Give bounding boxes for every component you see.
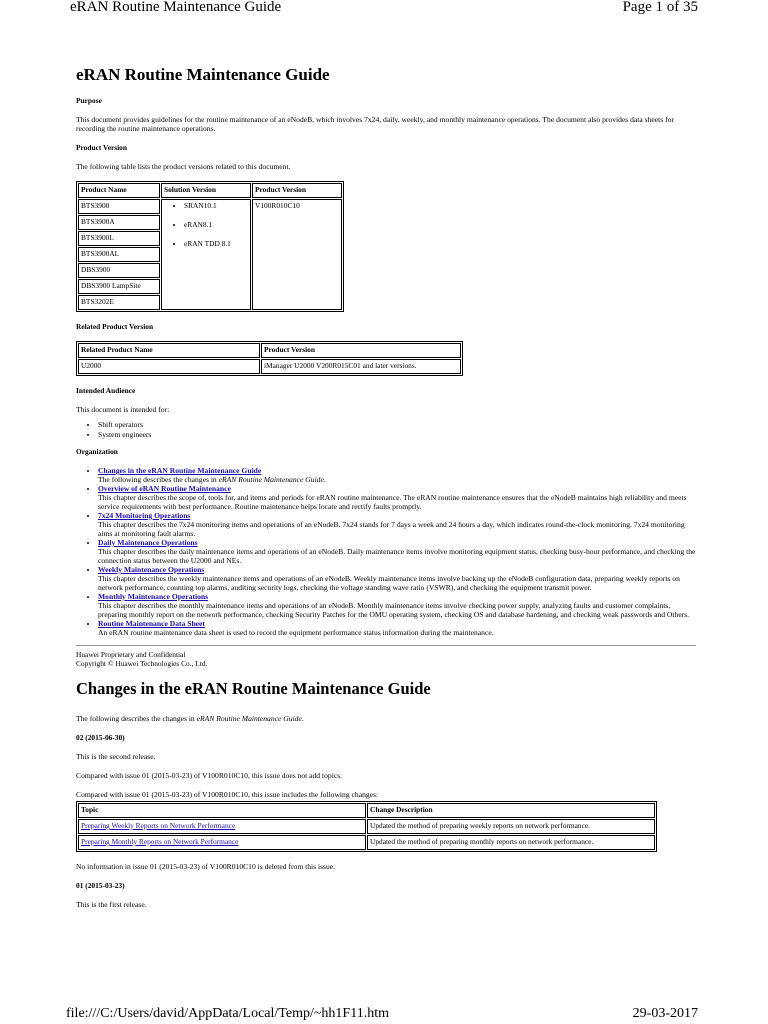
- table-cell: Updated the method of preparing weekly reports on network performance.: [367, 819, 655, 834]
- header-page-number: Page 1 of 35: [622, 0, 698, 15]
- table-header-cell: Topic: [78, 803, 366, 818]
- product-name-cell: BTS3900: [78, 199, 160, 214]
- table-cell: [78, 835, 366, 850]
- org-desc-em: eRAN Routine Maintenance Guide: [218, 475, 324, 484]
- org-link-monthly[interactable]: Monthly Maintenance Operations: [98, 592, 209, 601]
- organization-heading: Organization: [76, 447, 118, 456]
- org-desc: This chapter describes the weekly maintenance items and operations of an eNodeB. Weekly maintenance items involve backing up the eNodeB configuration data, preparing weekly reports on network performance, counting top alarms, auditing security logs, checking the voltage standing wave ratio (VSWR), and checking the equipment transmit power.: [98, 574, 680, 592]
- table-row: [78, 359, 461, 374]
- changes-title: Changes in the eRAN Routine Maintenance Guide: [76, 679, 431, 698]
- product-name-cell: BTS3202E: [78, 295, 160, 310]
- changes-intro-suffix: .: [301, 714, 304, 723]
- weekly-report-link[interactable]: Preparing Weekly Reports on Network Performance: [81, 821, 236, 830]
- org-desc: An eRAN routine maintenance data sheet is used to record the equipment performance status information during the maintenance.: [98, 628, 494, 637]
- legal-line: Copyright © Huawei Technologies Co., Ltd.: [76, 659, 208, 668]
- product-version-intro: The following table lists the product versions related to this document.: [76, 162, 291, 171]
- issue02-heading: 02 (2015-06-30): [76, 733, 125, 742]
- table-header-cell: Product Version: [252, 183, 342, 198]
- related-product-heading: Related Product Version: [76, 322, 154, 331]
- table-cell: iManager U2000 V200R015C01 and later versions.: [261, 359, 461, 374]
- list-item: [98, 538, 696, 565]
- table-cell: U2000: [78, 359, 260, 374]
- table-row: [78, 199, 342, 214]
- issue01-text: This is the first release.: [76, 900, 147, 909]
- list-item: [98, 592, 696, 619]
- product-version-heading: Product Version: [76, 143, 127, 152]
- product-version-table: [76, 181, 344, 312]
- org-link-7x24[interactable]: 7x24 Monitoring Operations: [98, 511, 191, 520]
- header-title: eRAN Routine Maintenance Guide: [70, 0, 282, 15]
- product-name-cell: BTS3900L: [78, 231, 160, 246]
- issue02-compare1: Compared with issue 01 (2015-03-23) of V100R010C10, this issue does not add topics.: [76, 771, 343, 780]
- audience-list: [76, 420, 696, 439]
- related-product-table: [76, 341, 463, 376]
- org-desc-prefix: The following describes the changes in: [98, 475, 219, 484]
- footer-date: 29-03-2017: [632, 1006, 698, 1021]
- org-desc: This chapter describes the monthly maintenance items and operations of an eNodeB. Monthly maintenance items involve checking power supply, analyzing faults and customer complaints, preparing monthly report on the network performance, checking Security Patches for the OMU operating system, checking OS and database hardening, and checking weak passwords and Others.: [98, 601, 690, 619]
- org-link-changes[interactable]: Changes in the eRAN Routine Maintenance Guide: [98, 466, 262, 475]
- org-link-overview[interactable]: Overview of eRAN Routine Maintenance: [98, 484, 231, 493]
- product-name-cell: DBS3900 LampSite: [78, 279, 160, 294]
- table-header-row: [78, 183, 342, 198]
- table-row: [78, 835, 655, 850]
- list-item: [98, 619, 696, 637]
- doc-title: eRAN Routine Maintenance Guide: [76, 65, 330, 84]
- purpose-text: This document provides guidelines for the routine maintenance of an eNodeB, which involves 7x24, daily, weekly, and monthly maintenance operations. The document also provides data sheets for recording the routine maintenance operations.: [76, 115, 674, 133]
- list-item: • Shift operators: [98, 420, 696, 429]
- document-body: [76, 64, 696, 919]
- changes-intro: [76, 714, 696, 723]
- issue02-compare2: Compared with issue 01 (2015-03-23) of V100R010C10, this issue includes the following changes:: [76, 790, 379, 799]
- issue01-heading: 01 (2015-03-23): [76, 881, 125, 890]
- purpose-heading: Purpose: [76, 96, 102, 105]
- footer-file-path: file:///C:/Users/david/AppData/Local/Temp/~hh1F11.htm: [66, 1006, 389, 1021]
- table-cell: [78, 819, 366, 834]
- table-cell: Updated the method of preparing monthly reports on network performance.: [367, 835, 655, 850]
- list-item: [98, 466, 696, 484]
- list-item: • System engineers: [98, 430, 696, 439]
- table-header-row: [78, 803, 655, 818]
- table-header-cell: Product Name: [78, 183, 160, 198]
- changes-intro-prefix: The following describes the changes in: [76, 714, 197, 723]
- solution-version-list: [164, 201, 248, 248]
- page-header: [0, 0, 768, 20]
- org-link-daily[interactable]: Daily Maintenance Operations: [98, 538, 198, 547]
- legal-line: Huawei Proprietary and Confidential: [76, 650, 186, 659]
- org-desc-suffix: .: [323, 475, 326, 484]
- solution-version-cell: [161, 199, 251, 310]
- organization-list: [76, 466, 696, 637]
- table-header-cell: Product Version: [261, 343, 461, 358]
- org-desc: This chapter describes the scope of, tools for, and items and periods for eRAN routine maintenance. The eRAN routine maintenance ensures that the eNodeB maintains high reliability and meets service requirements with best performance. Routine maintenance helps locate and rectify faults promptly.: [98, 493, 687, 511]
- org-link-data-sheet[interactable]: Routine Maintenance Data Sheet: [98, 619, 205, 628]
- issue02-deleted: No information in issue 01 (2015-03-23) of V100R010C10 is deleted from this issue.: [76, 862, 336, 871]
- issue02-text: This is the second release.: [76, 752, 156, 761]
- org-link-weekly[interactable]: Weekly Maintenance Operations: [98, 565, 205, 574]
- list-item: • eRAN8.1: [184, 220, 248, 229]
- list-item: [98, 484, 696, 511]
- list-item: • SRAN10.1: [184, 201, 248, 210]
- changes-intro-em: eRAN Routine Maintenance Guide: [196, 714, 302, 723]
- table-header-cell: Change Description: [367, 803, 655, 818]
- org-desc: This chapter describes the daily maintenance items and operations of an eNodeB. Daily maintenance items involve monitoring equipment status, checking busy-hour performance, and checking the connection status between the U2000 and NEs.: [98, 547, 696, 565]
- product-name-cell: BTS3900AL: [78, 247, 160, 262]
- changes-table: [76, 801, 657, 852]
- list-item: • eRAN TDD 8.1: [184, 239, 248, 248]
- product-name-cell: DBS3900: [78, 263, 160, 278]
- table-header-cell: Related Product Name: [78, 343, 260, 358]
- list-item: [98, 565, 696, 592]
- page-footer: [0, 1004, 768, 1024]
- product-name-cell: BTS3900A: [78, 215, 160, 230]
- product-version-cell: V100R010C10: [252, 199, 342, 310]
- monthly-report-link[interactable]: Preparing Monthly Reports on Network Performance: [81, 837, 239, 846]
- divider: [76, 645, 696, 646]
- list-item: [98, 511, 696, 538]
- audience-intro: This document is intended for:: [76, 405, 170, 414]
- legal-notice: [76, 650, 696, 668]
- org-desc: This chapter describes the 7x24 monitoring items and operations of an eNodeB. 7x24 stands for 7 days a week and 24 hours a day, which indicates round-the-clock monitoring. 7x24 monitoring aims at monitoring fault alarms.: [98, 520, 685, 538]
- table-header-cell: Solution Version: [161, 183, 251, 198]
- table-header-row: [78, 343, 461, 358]
- table-row: [78, 819, 655, 834]
- audience-heading: Intended Audience: [76, 386, 136, 395]
